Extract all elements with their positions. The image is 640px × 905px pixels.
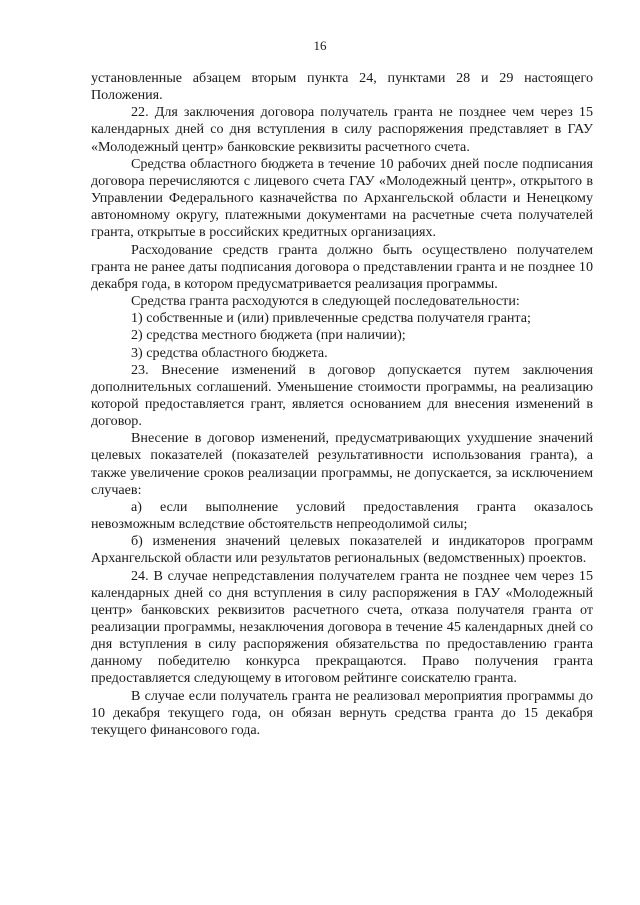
paragraph: Внесение в договор изменений, предусматривающих ухудшение значений целевых показателей (показателей результативности использования гранта), а также увеличение сроков реализации программы, не допускается, за исключением случаев:	[91, 430, 593, 498]
paragraph: Средства гранта расходуются в следующей последовательности:	[131, 293, 520, 310]
list-item: 3) средства областного бюджета.	[131, 344, 328, 361]
paragraph: 22. Для заключения договора получатель гранта не позднее чем через 15 календарных дней со дня вступления в силу распоряжения представляет в ГАУ «Молодежный центр» банковские реквизиты расчетного счета.	[91, 104, 593, 155]
paragraph: В случае если получатель гранта не реализовал мероприятия программы до 10 декабря текущего года, он обязан вернуть средства гранта до 15 декабря текущего финансового года.	[91, 687, 593, 738]
list-item: 1) собственные и (или) привлеченные средства получателя гранта;	[131, 310, 531, 327]
page-number: 16	[313, 38, 327, 53]
paragraph: 23. Внесение изменений в договор допускается путем заключения дополнительных соглашений. Уменьшение стоимости программы, на реализацию которой предоставляется грант, является основанием для внесения изменений в договор.	[91, 361, 593, 430]
paragraph: Средства областного бюджета в течение 10 рабочих дней после подписания договора перечисляются с лицевого счета ГАУ «Молодежный центр», открытого в Управлении Федерального казначейства по Архангельской области и Ненецкому автономному округу, платежными документами на расчетные счета получателей гранта, открытые в российских кредитных организациях.	[91, 155, 593, 241]
paragraph: Расходование средств гранта должно быть осуществлено получателем гранта не ранее даты подписания договора о представлении гранта и не позднее 10 декабря года, в котором предусматривается реализация программы.	[91, 241, 593, 292]
paragraph: 24. В случае непредставления получателем гранта не позднее чем через 15 календарных дней со дня вступления в силу распоряжения в ГАУ «Молодежный центр» банковских реквизитов расчетного счета, отказа получателя гранта от реализации программы, незаключения договора в течение 45 календарных дней со дня вступления в силу распоряжения обязательства по предоставлению гранта данному победителю конкурса прекращаются. Право получения гранта предоставляется следующему в итоговом рейтинге соискателю гранта.	[91, 567, 593, 687]
list-item: 2) средства местного бюджета (при наличии);	[131, 327, 406, 344]
list-item: б) изменения значений целевых показателей и индикаторов программ Архангельской области или результатов региональных (ведомственных) проектов.	[91, 533, 593, 567]
list-item: а) если выполнение условий предоставления гранта оказалось невозможным вследствие обстоятельств непреодолимой силы;	[91, 498, 593, 533]
paragraph: установленные абзацем вторым пункта 24, пунктами 28 и 29 настоящего Положения.	[91, 70, 593, 104]
document-body	[91, 70, 593, 739]
